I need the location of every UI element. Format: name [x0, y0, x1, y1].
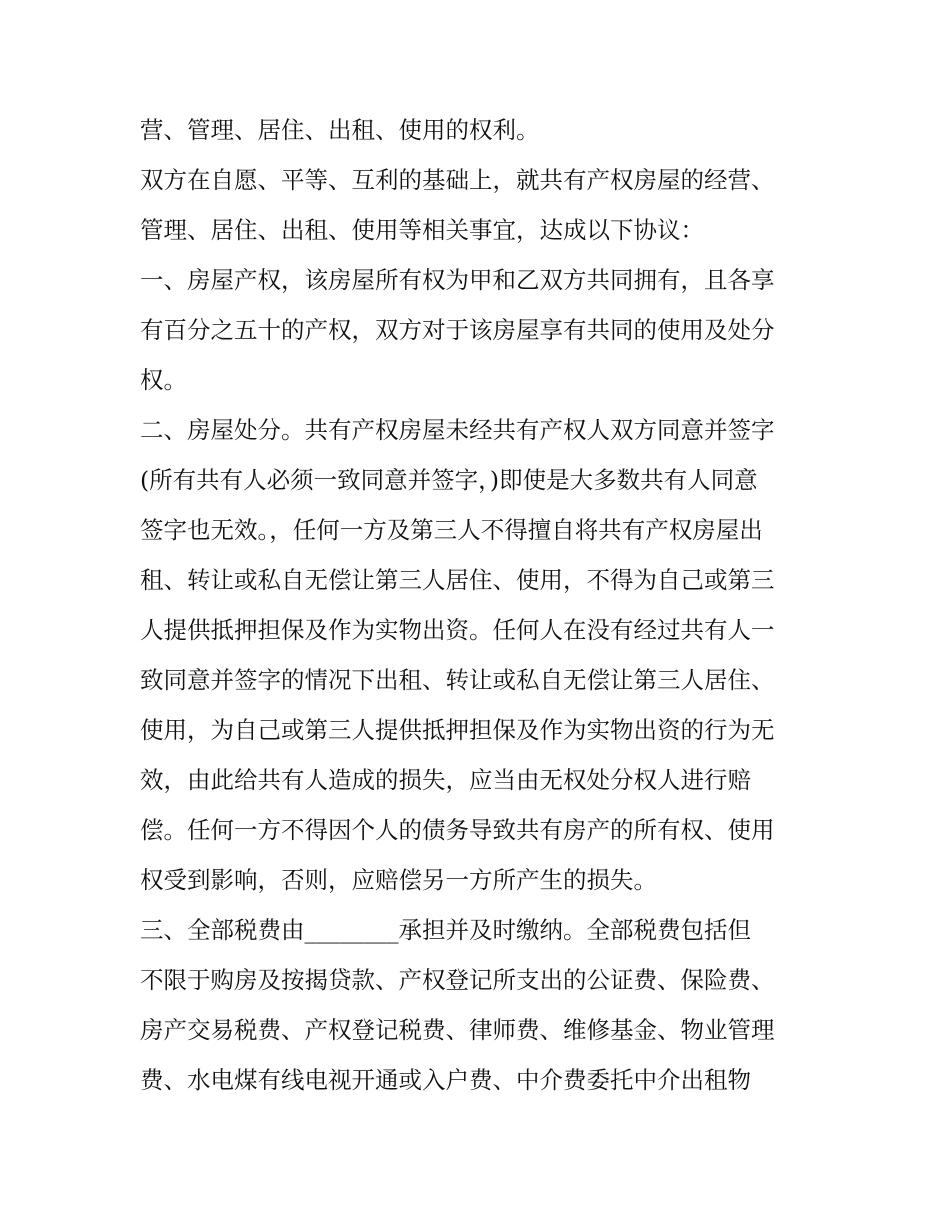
text-line: 租、转让或私自无偿让第三人居住、使用，不得为自己或第三 — [140, 566, 775, 594]
document-body — [140, 105, 820, 1105]
text-line: 签字也无效。，任何一方及第三人不得擅自将共有产权房屋出 — [140, 516, 763, 544]
text-line: 费、水电煤有线电视开通或入户费、中介费委托中介出租物 — [140, 1066, 751, 1094]
text-line: 权受到影响，否则，应赔偿另一方所产生的损失。 — [140, 866, 657, 894]
text-line: 人提供抵押担保及作为实物出资。任何人在没有经过共有人一 — [140, 616, 775, 644]
text-line: 不限于购房及按揭贷款、产权登记所支出的公证费、保险费、 — [140, 966, 775, 994]
text-line: 权。 — [140, 366, 187, 394]
text-line: 三、全部税费由________承担并及时缴纳。全部税费包括但 — [140, 916, 751, 944]
text-line: 偿。任何一方不得因个人的债务导致共有房产的所有权、使用 — [140, 816, 775, 844]
text-line: 效，由此给共有人造成的损失，应当由无权处分权人进行赔 — [140, 766, 751, 794]
text-line: 有百分之五十的产权，双方对于该房屋享有共同的使用及处分 — [140, 316, 775, 344]
text-line: 使用，为自己或第三人提供抵押担保及作为实物出资的行为无 — [140, 716, 775, 744]
text-line: 二、房屋处分。共有产权房屋未经共有产权人双方同意并签字 — [140, 416, 775, 444]
text-line: 管理、居住、出租、使用等相关事宜，达成以下协议： — [140, 216, 704, 244]
text-line: 双方在自愿、平等、互利的基础上，就共有产权房屋的经营、 — [140, 166, 775, 194]
text-line: 致同意并签字的情况下出租、转让或私自无偿让第三人居住、 — [140, 666, 775, 694]
text-line: 房产交易税费、产权登记税费、律师费、维修基金、物业管理 — [140, 1016, 775, 1044]
text-line: 一、房屋产权，该房屋所有权为甲和乙双方共同拥有，且各享 — [140, 266, 775, 294]
text-line: 营、管理、居住、出租、使用的权利。 — [140, 116, 540, 144]
text-line: (所有共有人必须一致同意并签字，)即使是大多数共有人同意 — [140, 466, 758, 494]
